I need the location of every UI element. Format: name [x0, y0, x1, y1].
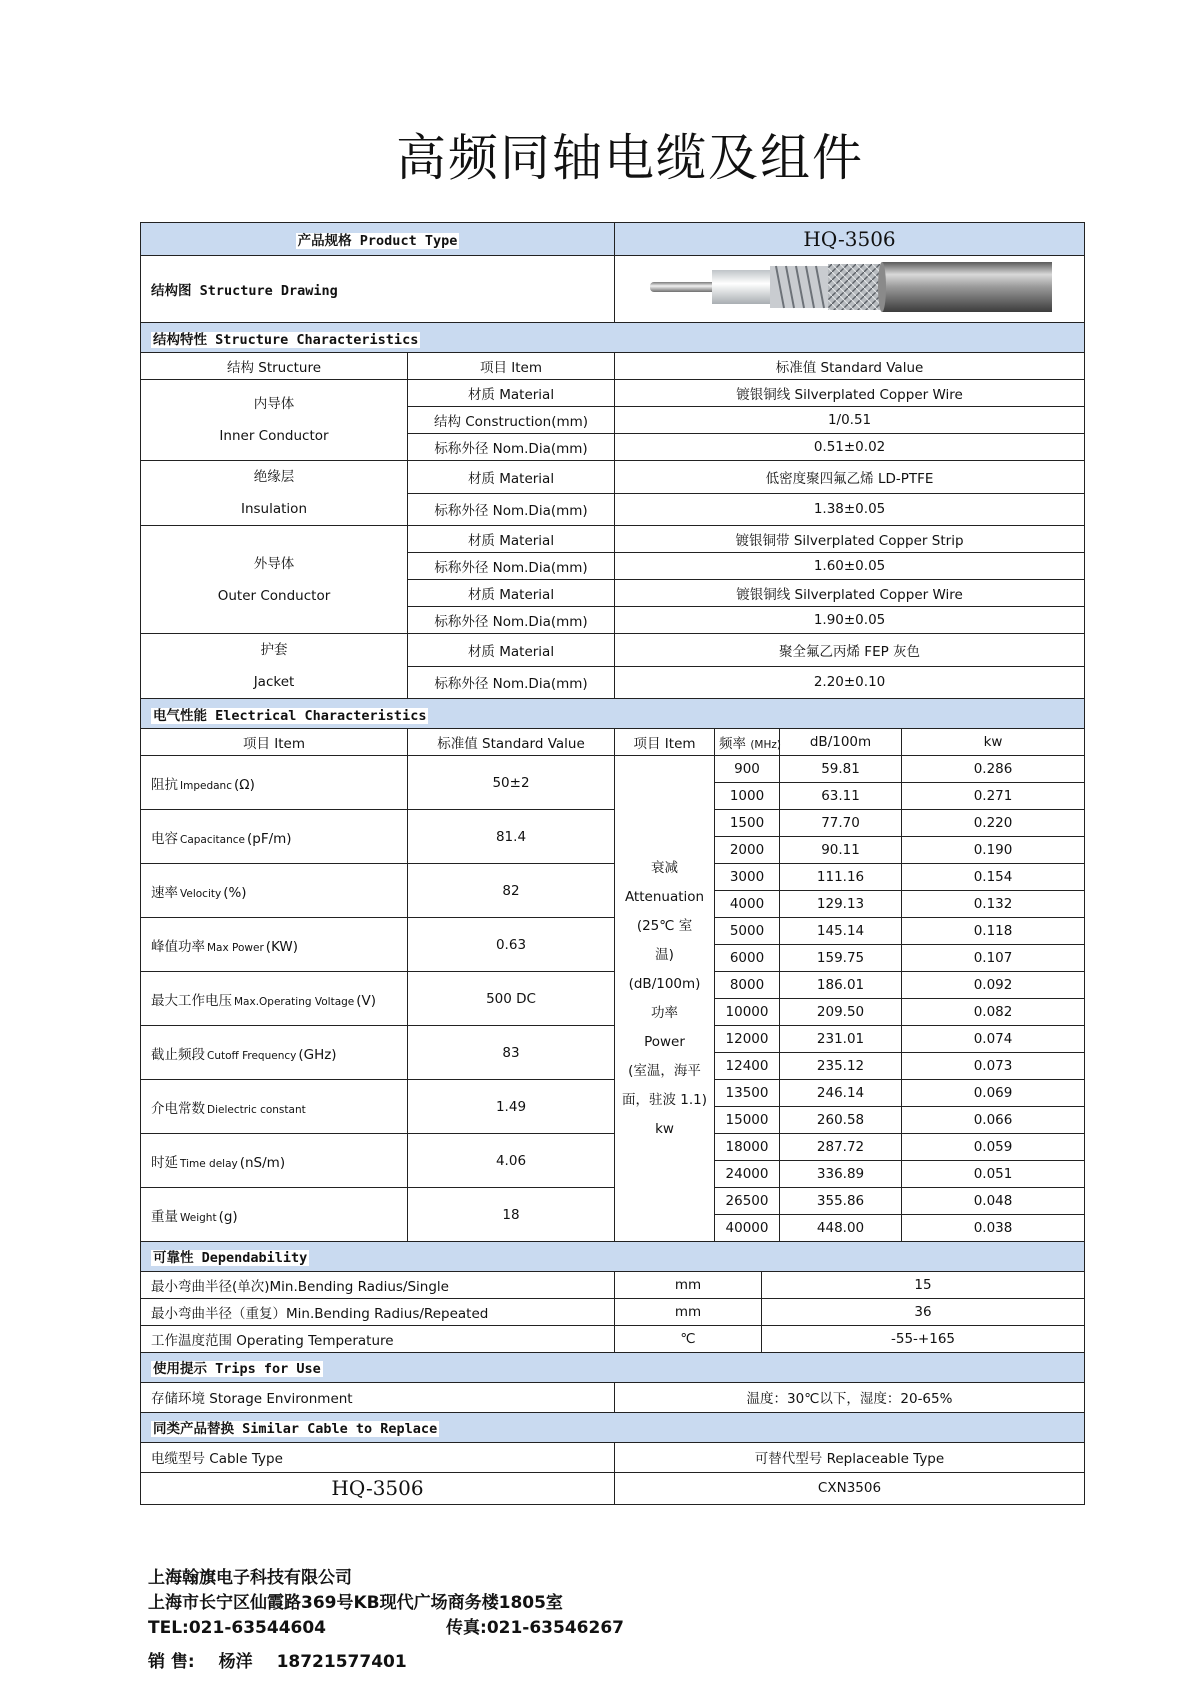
attenuation-db: 186.01 [780, 972, 902, 999]
outer-conductor-cn: 外导体 [253, 555, 295, 572]
attenuation-frequency: 40000 [715, 1215, 780, 1242]
dependability-section-title: 可靠性 Dependability [153, 1250, 308, 1266]
attenuation-label-line: Power [644, 1033, 685, 1050]
structure-drawing-cell [615, 256, 1085, 323]
attenuation-db: 90.11 [780, 837, 902, 864]
insulation-label [141, 461, 408, 526]
dep-label-2: 工作温度范围 Operating Temperature [141, 1325, 615, 1352]
outer-value-2: 镀银铜线 Silverplated Copper Wire [615, 580, 1085, 607]
sales-phone: 18721577401 [276, 1652, 407, 1672]
attenuation-kw: 0.073 [902, 1053, 1085, 1080]
attenuation-db: 129.13 [780, 891, 902, 918]
attenuation-db: 246.14 [780, 1080, 902, 1107]
company-name: 上海翰旗电子科技有限公司 [148, 1568, 352, 1588]
attenuation-frequency: 6000 [715, 945, 780, 972]
dep-value-1: 36 [762, 1298, 1085, 1325]
prop-en: Velocity [180, 887, 222, 900]
prop-cn: 时延 [151, 1154, 178, 1171]
dep-value-2: -55-+165 [762, 1325, 1085, 1352]
electrical-prop-value: 0.63 [408, 918, 615, 972]
braid-shape [828, 264, 882, 310]
attenuation-kw: 0.118 [902, 918, 1085, 945]
electrical-prop-value: 82 [408, 864, 615, 918]
attenuation-db: 59.81 [780, 756, 902, 783]
tips-row [141, 1382, 1085, 1412]
attenuation-label-line: (dB/100m) [628, 975, 701, 992]
outer-item-3: 标称外径 Nom.Dia(mm) [408, 607, 615, 634]
dependability-row [141, 1325, 1085, 1352]
inner-item-0: 材质 Material [408, 380, 615, 407]
insulation-item-0: 材质 Material [408, 461, 615, 494]
inner-conductor-label [141, 380, 408, 461]
electrical-prop-value: 500 DC [408, 972, 615, 1026]
jacket-value-0: 聚全氟乙丙烯 FEP 灰色 [615, 634, 1085, 667]
page-title: 高频同轴电缆及组件 [396, 129, 864, 187]
electrical-prop-value: 1.49 [408, 1080, 615, 1134]
structure-drawing-label: 结构图 Structure Drawing [141, 256, 615, 323]
prop-en: Time delay [180, 1157, 238, 1170]
cable-structure-drawing [640, 256, 1060, 318]
outer-conductor-row [141, 526, 1085, 553]
replace-col-replaceable: 可替代型号 Replaceable Type [615, 1442, 1085, 1472]
electrical-section-header [141, 699, 1085, 729]
dep-label-1: 最小弯曲半径（重复）Min.Bending Radius/Repeated [141, 1298, 615, 1325]
attenuation-frequency: 12000 [715, 1026, 780, 1053]
electrical-prop-label [141, 1080, 408, 1134]
insulation-value-0: 低密度聚四氟乙烯 LD-PTFE [615, 461, 1085, 494]
electrical-prop-value: 50±2 [408, 756, 615, 810]
jacket-item-0: 材质 Material [408, 634, 615, 667]
attenuation-frequency: 18000 [715, 1134, 780, 1161]
prop-cn: 电容 [151, 830, 178, 847]
spec-sheet [140, 222, 1084, 1505]
attenuation-frequency: 26500 [715, 1188, 780, 1215]
attenuation-db: 209.50 [780, 999, 902, 1026]
attenuation-kw: 0.132 [902, 891, 1085, 918]
attenuation-row [141, 1080, 1085, 1107]
replace-col-cable: 电缆型号 Cable Type [141, 1442, 615, 1472]
attenuation-frequency: 900 [715, 756, 780, 783]
attenuation-kw: 0.092 [902, 972, 1085, 999]
attenuation-label-line: 温) [655, 946, 674, 963]
structure-col-item: 项目 Item [408, 353, 615, 380]
spec-table [140, 222, 1085, 1242]
freq-label: 频率 [719, 736, 747, 752]
dep-label-0: 最小弯曲半径(单次)Min.Bending Radius/Single [141, 1271, 615, 1298]
inner-conductor-shape [650, 282, 718, 292]
dep-unit-2: ℃ [615, 1325, 762, 1352]
attenuation-db: 336.89 [780, 1161, 902, 1188]
replace-cable-type: HQ-3506 [141, 1472, 615, 1504]
prop-cn: 介电常数 [151, 1100, 205, 1117]
inner-value-0: 镀银铜线 Silverplated Copper Wire [615, 380, 1085, 407]
inner-conductor-en: Inner Conductor [219, 428, 329, 444]
dependability-row [141, 1298, 1085, 1325]
attenuation-frequency: 12400 [715, 1053, 780, 1080]
attenuation-db: 159.75 [780, 945, 902, 972]
outer-item-0: 材质 Material [408, 526, 615, 553]
inner-conductor-row [141, 380, 1085, 407]
electrical-prop-label [141, 810, 408, 864]
attenuation-db: 63.11 [780, 783, 902, 810]
attenuation-label-line: (25℃ 室 [636, 917, 693, 934]
prop-en: Cutoff Frequency [207, 1049, 297, 1062]
attenuation-db: 355.86 [780, 1188, 902, 1215]
attenuation-frequency: 10000 [715, 999, 780, 1026]
attenuation-label-line: Attenuation [624, 888, 705, 905]
attenuation-db: 260.58 [780, 1107, 902, 1134]
prop-cn: 最大工作电压 [151, 992, 232, 1009]
attenuation-frequency: 13500 [715, 1080, 780, 1107]
outer-conductor-label [141, 526, 408, 634]
product-type-label: 产品规格 Product Type [297, 233, 458, 249]
electrical-col-item2: 项目 Item [615, 729, 715, 756]
company-address: 上海市长宁区仙霞路369号KB现代广场商务楼1805室 [148, 1593, 563, 1613]
insulation-en: Insulation [240, 501, 307, 517]
electrical-prop-label [141, 1134, 408, 1188]
electrical-prop-label [141, 864, 408, 918]
attenuation-kw: 0.069 [902, 1080, 1085, 1107]
electrical-prop-label [141, 1026, 408, 1080]
prop-en: Weight [180, 1211, 217, 1224]
jacket-label [141, 634, 408, 699]
dep-unit-1: mm [615, 1298, 762, 1325]
prop-unit: (V) [356, 992, 377, 1009]
structure-section-title: 结构特性 Structure Characteristics [153, 331, 419, 348]
attenuation-kw: 0.074 [902, 1026, 1085, 1053]
outer-value-1: 1.60±0.05 [615, 553, 1085, 580]
prop-en: Capacitance [180, 833, 245, 846]
dependability-section-header [141, 1241, 1085, 1271]
prop-en: Impedanc [180, 779, 232, 792]
company-contact [148, 1616, 624, 1641]
attenuation-kw: 0.271 [902, 783, 1085, 810]
electrical-prop-value: 18 [408, 1188, 615, 1242]
dep-unit-0: mm [615, 1271, 762, 1298]
outer-value-0: 镀银铜带 Silverplated Copper Strip [615, 526, 1085, 553]
tips-section-title: 使用提示 Trips for Use [153, 1361, 321, 1377]
electrical-prop-label [141, 918, 408, 972]
prop-cn: 峰值功率 [151, 938, 205, 955]
attenuation-kw: 0.059 [902, 1134, 1085, 1161]
prop-cn: 阻抗 [151, 776, 178, 793]
attenuation-db: 287.72 [780, 1134, 902, 1161]
structure-drawing-row [141, 256, 1085, 323]
prop-cn: 速率 [151, 884, 178, 901]
outer-item-2: 材质 Material [408, 580, 615, 607]
jacket-cn: 护套 [260, 642, 288, 658]
replace-section-title: 同类产品替换 Similar Cable to Replace [153, 1421, 438, 1437]
tips-value: 温度：30℃以下，湿度：20-65% [615, 1382, 1085, 1412]
company-fax: 传真:021-63546267 [446, 1618, 624, 1638]
tips-label: 存储环境 Storage Environment [141, 1382, 615, 1412]
jacket-en: Jacket [253, 674, 295, 690]
insulation-row [141, 461, 1085, 494]
attenuation-db: 111.16 [780, 864, 902, 891]
attenuation-frequency: 3000 [715, 864, 780, 891]
inner-value-1: 1/0.51 [615, 407, 1085, 434]
prop-unit: (pF/m) [247, 830, 292, 847]
product-model: HQ-3506 [615, 223, 1085, 256]
company-info [148, 1566, 624, 1641]
structure-col-value: 标准值 Standard Value [615, 353, 1085, 380]
attenuation-kw: 0.082 [902, 999, 1085, 1026]
prop-unit: (GHz) [298, 1046, 337, 1063]
jacket-row [141, 634, 1085, 667]
electrical-col-kw: kw [902, 729, 1085, 756]
insulation-shape [712, 270, 774, 304]
structure-col-structure: 结构 Structure [141, 353, 408, 380]
structure-col-headers [141, 353, 1085, 380]
sales-person: 杨洋 [218, 1652, 253, 1672]
attenuation-kw: 0.154 [902, 864, 1085, 891]
insulation-value-1: 1.38±0.05 [615, 493, 1085, 526]
attenuation-db: 145.14 [780, 918, 902, 945]
attenuation-kw: 0.048 [902, 1188, 1085, 1215]
company-tel: TEL:021-63544604 [148, 1618, 327, 1638]
inner-value-2: 0.51±0.02 [615, 434, 1085, 461]
attenuation-row [141, 972, 1085, 999]
prop-unit: (g) [218, 1208, 238, 1225]
inner-item-1: 结构 Construction(mm) [408, 407, 615, 434]
electrical-prop-value: 81.4 [408, 810, 615, 864]
prop-unit: (Ω) [233, 776, 255, 793]
attenuation-frequency: 2000 [715, 837, 780, 864]
sales-label: 销 售: [148, 1652, 195, 1672]
freq-unit: (MHz) [750, 739, 781, 751]
electrical-prop-label [141, 1188, 408, 1242]
attenuation-row [141, 918, 1085, 945]
electrical-col-freq [715, 729, 780, 756]
prop-unit: (nS/m) [239, 1154, 286, 1171]
prop-unit: (%) [223, 884, 247, 901]
prop-cn: 重量 [151, 1208, 178, 1225]
attenuation-frequency: 15000 [715, 1107, 780, 1134]
outer-conductor-en: Outer Conductor [217, 587, 331, 604]
electrical-prop-label [141, 756, 408, 810]
attenuation-db: 448.00 [780, 1215, 902, 1242]
attenuation-frequency: 24000 [715, 1161, 780, 1188]
attenuation-row [141, 1026, 1085, 1053]
attenuation-frequency: 1500 [715, 810, 780, 837]
replace-col-headers [141, 1442, 1085, 1472]
inner-conductor-cn: 内导体 [253, 396, 295, 412]
product-type-row [141, 223, 1085, 256]
attenuation-label [615, 756, 715, 1242]
attenuation-row [141, 810, 1085, 837]
prop-en: Max.Operating Voltage [234, 995, 355, 1008]
attenuation-kw: 0.038 [902, 1215, 1085, 1242]
dep-value-0: 15 [762, 1271, 1085, 1298]
attenuation-row [141, 1134, 1085, 1161]
electrical-col-item: 项目 Item [141, 729, 408, 756]
attenuation-kw: 0.107 [902, 945, 1085, 972]
jacket-item-1: 标称外径 Nom.Dia(mm) [408, 666, 615, 699]
replace-row [141, 1472, 1085, 1504]
attenuation-frequency: 8000 [715, 972, 780, 999]
attenuation-kw: 0.286 [902, 756, 1085, 783]
electrical-prop-value: 4.06 [408, 1134, 615, 1188]
electrical-prop-value: 83 [408, 1026, 615, 1080]
jacket-value-1: 2.20±0.10 [615, 666, 1085, 699]
attenuation-kw: 0.190 [902, 837, 1085, 864]
prop-en: Dielectric constant [207, 1103, 306, 1116]
attenuation-frequency: 5000 [715, 918, 780, 945]
product-type-label-cell [141, 223, 615, 256]
attenuation-label-line: (室温，海平 [628, 1062, 701, 1079]
replace-section-header [141, 1412, 1085, 1442]
prop-cn: 截止频段 [151, 1046, 205, 1063]
dependability-row [141, 1271, 1085, 1298]
lower-table [140, 1241, 1085, 1505]
attenuation-db: 77.70 [780, 810, 902, 837]
electrical-col-db: dB/100m [780, 729, 902, 756]
prop-en: Max Power [207, 941, 264, 954]
attenuation-label-line: 面，驻波 1.1) [622, 1091, 708, 1108]
inner-item-2: 标称外径 Nom.Dia(mm) [408, 434, 615, 461]
attenuation-label-line: kw [655, 1120, 674, 1137]
replace-replaceable-type: CXN3506 [615, 1472, 1085, 1504]
attenuation-db: 231.01 [780, 1026, 902, 1053]
attenuation-row [141, 756, 1085, 783]
outer-item-1: 标称外径 Nom.Dia(mm) [408, 553, 615, 580]
electrical-col-headers [141, 729, 1085, 756]
attenuation-row [141, 864, 1085, 891]
electrical-prop-label [141, 972, 408, 1026]
attenuation-kw: 0.066 [902, 1107, 1085, 1134]
jacket-shape [882, 262, 1052, 312]
attenuation-label-line: 功率 [651, 1004, 679, 1021]
electrical-section-title: 电气性能 Electrical Characteristics [153, 707, 427, 724]
attenuation-frequency: 4000 [715, 891, 780, 918]
sales-contact [148, 1647, 425, 1672]
attenuation-kw: 0.051 [902, 1161, 1085, 1188]
electrical-col-value: 标准值 Standard Value [408, 729, 615, 756]
attenuation-row [141, 1188, 1085, 1215]
structure-section-header [141, 323, 1085, 353]
attenuation-kw: 0.220 [902, 810, 1085, 837]
attenuation-frequency: 1000 [715, 783, 780, 810]
outer-value-3: 1.90±0.05 [615, 607, 1085, 634]
attenuation-db: 235.12 [780, 1053, 902, 1080]
tips-section-header [141, 1352, 1085, 1382]
prop-unit: (KW) [265, 938, 299, 955]
attenuation-label-line: 衰减 [651, 859, 679, 876]
insulation-cn: 绝缘层 [253, 469, 295, 485]
insulation-item-1: 标称外径 Nom.Dia(mm) [408, 493, 615, 526]
